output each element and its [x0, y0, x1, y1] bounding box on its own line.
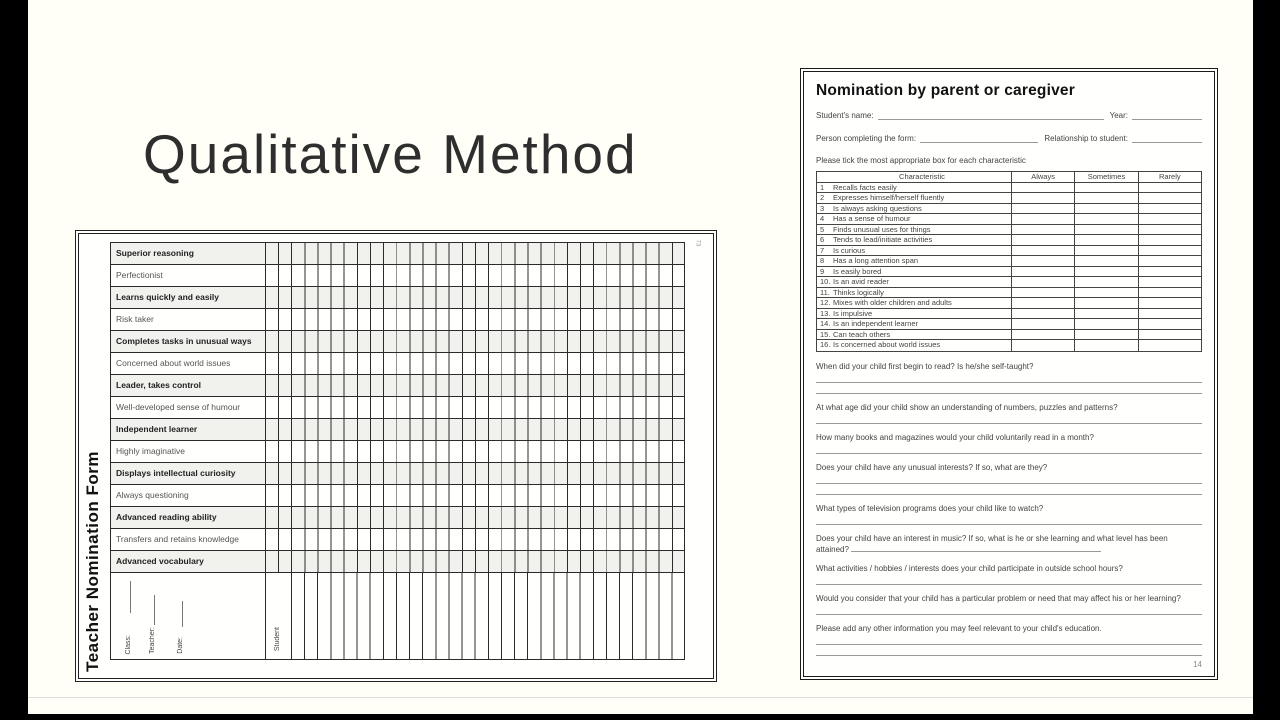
tick-cell — [1011, 267, 1074, 277]
blank-line — [816, 645, 1202, 656]
row-label: Displays intellectual curiosity — [111, 463, 266, 484]
row-number: 8 — [820, 256, 825, 265]
row-label: Is easily bored — [833, 266, 882, 276]
blank-line — [816, 383, 1202, 394]
tick-cell — [1138, 319, 1201, 329]
tick-cell — [1011, 214, 1074, 224]
row-number: 1 — [820, 182, 825, 192]
tick-cell — [1074, 204, 1137, 214]
row-number: 13. — [820, 308, 831, 318]
question-text: What types of television programs does your child like to watch? — [816, 503, 1044, 513]
table-row — [111, 551, 684, 573]
student-name-columns — [292, 573, 684, 659]
student-name-label: Student's name: — [816, 111, 874, 120]
tick-cell — [1074, 330, 1137, 340]
tick-cell — [1074, 288, 1137, 298]
page-number: 14 — [1193, 659, 1202, 669]
person-label: Person completing the form: — [816, 134, 917, 143]
parent-form-title: Nomination by parent or caregiver — [816, 82, 1075, 99]
teacher-label: Teacher: — [149, 627, 156, 654]
question-text: What activities / hobbies / interests does your child participate in outside school hours? — [816, 563, 1123, 573]
tick-cell — [1011, 193, 1074, 203]
row-label: Tends to lead/initiate activities — [833, 235, 933, 244]
row-number: 7 — [820, 245, 825, 255]
header-spacer — [817, 172, 833, 182]
instruction-text: Please tick the most appropriate box for each characteristic — [816, 156, 1026, 165]
row-number: 4 — [820, 214, 825, 223]
question-block — [816, 594, 1202, 615]
header-rarely: Rarely — [1138, 172, 1201, 182]
row-label: Leader, takes control — [111, 375, 266, 396]
table-row — [111, 397, 684, 419]
slide-edge-line — [28, 697, 1253, 698]
row-number: 5 — [820, 224, 825, 234]
table-row — [817, 340, 1201, 351]
table-row — [817, 298, 1201, 309]
tick-cell — [1074, 298, 1137, 308]
tick-grid — [266, 397, 684, 418]
letterbox-right — [1253, 0, 1280, 720]
table-row — [817, 256, 1201, 267]
tick-cell — [1138, 256, 1201, 266]
class-label: Class: — [125, 634, 132, 654]
relationship-blank — [1132, 133, 1202, 143]
person-blank — [920, 133, 1038, 143]
tick-cell — [1011, 235, 1074, 245]
row-label: Finds unusual uses for things — [833, 224, 931, 234]
person-row — [816, 133, 1202, 143]
tick-grid — [266, 507, 684, 528]
tick-grid — [266, 419, 684, 440]
blank-line — [816, 413, 1202, 424]
tick-grid — [266, 353, 684, 374]
teacher-form-sidebar-title: Teacher Nomination Form — [83, 451, 102, 672]
question-text: Would you consider that your child has a particular problem or need that may affect his or her learning? — [816, 593, 1181, 603]
question-text: How many books and magazines would your child voluntarily read in a month? — [816, 432, 1094, 442]
table-row — [817, 309, 1201, 320]
tick-cell — [1074, 183, 1137, 193]
row-label: Learns quickly and easily — [111, 287, 266, 308]
student-name-blank — [878, 110, 1104, 120]
row-number: 2 — [820, 193, 825, 202]
tick-cell — [1011, 246, 1074, 256]
question-block — [816, 403, 1202, 424]
table-row — [817, 277, 1201, 288]
tick-cell — [1011, 330, 1074, 340]
row-label: Has a sense of humour — [833, 214, 911, 223]
table-row — [111, 287, 684, 309]
tick-cell — [1138, 309, 1201, 319]
tick-grid — [266, 265, 684, 286]
tick-grid — [266, 529, 684, 550]
row-label: Advanced reading ability — [111, 507, 266, 528]
year-label: Year: — [1109, 111, 1128, 120]
row-label: Completes tasks in unusual ways — [111, 331, 266, 352]
tick-cell — [1138, 340, 1201, 351]
row-label: Perfectionist — [111, 265, 266, 286]
table-row — [817, 319, 1201, 330]
row-label: Transfers and retains knowledge — [111, 529, 266, 550]
student-label-cell — [266, 573, 292, 659]
tick-cell — [1011, 298, 1074, 308]
tick-cell — [1011, 256, 1074, 266]
tick-grid — [266, 375, 684, 396]
tick-grid — [266, 287, 684, 308]
student-name-row — [816, 110, 1202, 120]
tick-cell — [1138, 214, 1201, 224]
teacher-form-corner-mark: 73 — [694, 239, 701, 247]
tick-cell — [1011, 183, 1074, 193]
table-row — [111, 441, 684, 463]
row-label: Is impulsive — [833, 308, 873, 318]
class-blank-line — [130, 581, 131, 613]
tick-cell — [1074, 225, 1137, 235]
tick-cell — [1074, 319, 1137, 329]
row-number: 9 — [820, 266, 825, 276]
row-label: Mixes with older children and adults — [833, 298, 952, 307]
tick-cell — [1011, 309, 1074, 319]
table-row — [111, 331, 684, 353]
table-row — [817, 288, 1201, 299]
parent-nomination-form — [800, 68, 1218, 680]
question-block — [816, 362, 1202, 394]
blank-line — [816, 372, 1202, 383]
tick-cell — [1074, 267, 1137, 277]
row-number: 16. — [820, 340, 831, 349]
blank-line — [851, 544, 1101, 552]
table-row — [111, 243, 684, 265]
teacher-nomination-form — [75, 230, 717, 682]
tick-grid — [266, 331, 684, 352]
table-header-row — [817, 172, 1201, 183]
tick-grid — [266, 441, 684, 462]
table-row — [817, 267, 1201, 278]
row-label: Is always asking questions — [833, 203, 922, 213]
tick-cell — [1138, 246, 1201, 256]
blank-line — [816, 604, 1202, 615]
row-number: 11. — [820, 287, 830, 297]
tick-grid — [266, 551, 684, 572]
table-row — [111, 353, 684, 375]
student-label: Student — [274, 626, 281, 651]
teacher-blank-line — [154, 595, 155, 625]
question-block — [816, 433, 1202, 454]
row-number: 6 — [820, 235, 825, 244]
question-block — [816, 504, 1202, 525]
table-row — [817, 225, 1201, 236]
table-row — [111, 463, 684, 485]
row-label: Expresses himself/herself fluently — [833, 193, 945, 202]
table-row — [817, 330, 1201, 341]
teacher-form-table — [110, 242, 685, 660]
tick-grid — [266, 463, 684, 484]
tick-cell — [1138, 277, 1201, 287]
tick-cell — [1011, 288, 1074, 298]
row-number: 12. — [820, 298, 831, 307]
table-row — [111, 309, 684, 331]
letterbox-bottom — [0, 714, 1280, 720]
tick-cell — [1074, 193, 1137, 203]
row-label: Well-developed sense of humour — [111, 397, 266, 418]
tick-cell — [1138, 330, 1201, 340]
row-label: Is curious — [833, 245, 866, 255]
tick-cell — [1138, 193, 1201, 203]
tick-cell — [1074, 277, 1137, 287]
question-block — [816, 534, 1202, 555]
row-label: Independent learner — [111, 419, 266, 440]
row-label: Is an avid reader — [833, 277, 889, 286]
tick-cell — [1138, 288, 1201, 298]
tick-cell — [1011, 225, 1074, 235]
year-blank — [1132, 110, 1202, 120]
header-characteristic: Characteristic — [899, 172, 945, 181]
date-blank-line — [182, 601, 183, 627]
row-number: 3 — [820, 203, 825, 213]
row-label: Risk taker — [111, 309, 266, 330]
blank-line — [816, 473, 1202, 484]
question-block — [816, 463, 1202, 495]
tick-cell — [1074, 309, 1137, 319]
question-text: Does your child have an interest in music? If so, what is he or she learning and what level has been attained? — [816, 533, 1168, 554]
row-label: Concerned about world issues — [111, 353, 266, 374]
tick-cell — [1074, 340, 1137, 351]
tick-grid — [266, 309, 684, 330]
date-label: Date: — [177, 637, 184, 654]
table-row — [817, 204, 1201, 215]
tick-cell — [1074, 256, 1137, 266]
row-number: 10. — [820, 277, 831, 286]
question-text: At what age did your child show an understanding of numbers, puzzles and patterns? — [816, 402, 1118, 412]
table-row — [111, 419, 684, 441]
tick-cell — [1074, 214, 1137, 224]
table-row — [111, 485, 684, 507]
tick-cell — [1011, 319, 1074, 329]
row-label: Recalls facts easily — [833, 182, 897, 192]
blank-line — [816, 574, 1202, 585]
row-label: Advanced vocabulary — [111, 551, 266, 572]
table-row — [817, 235, 1201, 246]
tick-grid — [266, 243, 684, 264]
row-number: 15. — [820, 329, 831, 339]
table-row — [817, 214, 1201, 225]
tick-cell — [1138, 298, 1201, 308]
slide-title: Qualitative Method — [143, 123, 638, 185]
relationship-label: Relationship to student: — [1044, 134, 1128, 143]
footer-label-cell — [111, 573, 266, 659]
blank-line — [816, 634, 1202, 645]
tick-cell — [1074, 235, 1137, 245]
letterbox-left — [0, 0, 28, 720]
tick-cell — [1074, 246, 1137, 256]
table-row — [817, 246, 1201, 257]
tick-cell — [1138, 183, 1201, 193]
row-label: Superior reasoning — [111, 243, 266, 264]
blank-line — [816, 484, 1202, 495]
row-label: Has a long attention span — [833, 256, 919, 265]
table-row — [111, 265, 684, 287]
question-text: Please add any other information you may feel relevant to your child's education. — [816, 623, 1102, 633]
tick-cell — [1138, 235, 1201, 245]
header-always: Always — [1011, 172, 1074, 182]
table-row — [111, 375, 684, 397]
row-label: Highly imaginative — [111, 441, 266, 462]
tick-cell — [1011, 277, 1074, 287]
row-label: Can teach others — [833, 329, 891, 339]
tick-cell — [1011, 204, 1074, 214]
row-label: Thinks logically — [833, 287, 884, 297]
row-number: 14. — [820, 319, 831, 328]
teacher-form-footer — [111, 573, 684, 659]
tick-cell — [1138, 225, 1201, 235]
header-sometimes: Sometimes — [1074, 172, 1137, 182]
tick-cell — [1138, 267, 1201, 277]
row-label: Always questioning — [111, 485, 266, 506]
table-row — [817, 193, 1201, 204]
row-label: Is an independent learner — [833, 319, 919, 328]
question-block — [816, 624, 1202, 656]
row-label: Is concerned about world issues — [833, 340, 941, 349]
table-row — [111, 507, 684, 529]
tick-cell — [1138, 204, 1201, 214]
question-text: Does your child have any unusual interests? If so, what are they? — [816, 462, 1048, 472]
blank-line — [816, 443, 1202, 454]
table-row — [111, 529, 684, 551]
question-block — [816, 564, 1202, 585]
tick-cell — [1011, 340, 1074, 351]
question-text: When did your child first begin to read? Is he/she self-taught? — [816, 361, 1034, 371]
characteristics-table — [816, 171, 1202, 352]
blank-line — [816, 514, 1202, 525]
table-row — [817, 183, 1201, 194]
tick-grid — [266, 485, 684, 506]
